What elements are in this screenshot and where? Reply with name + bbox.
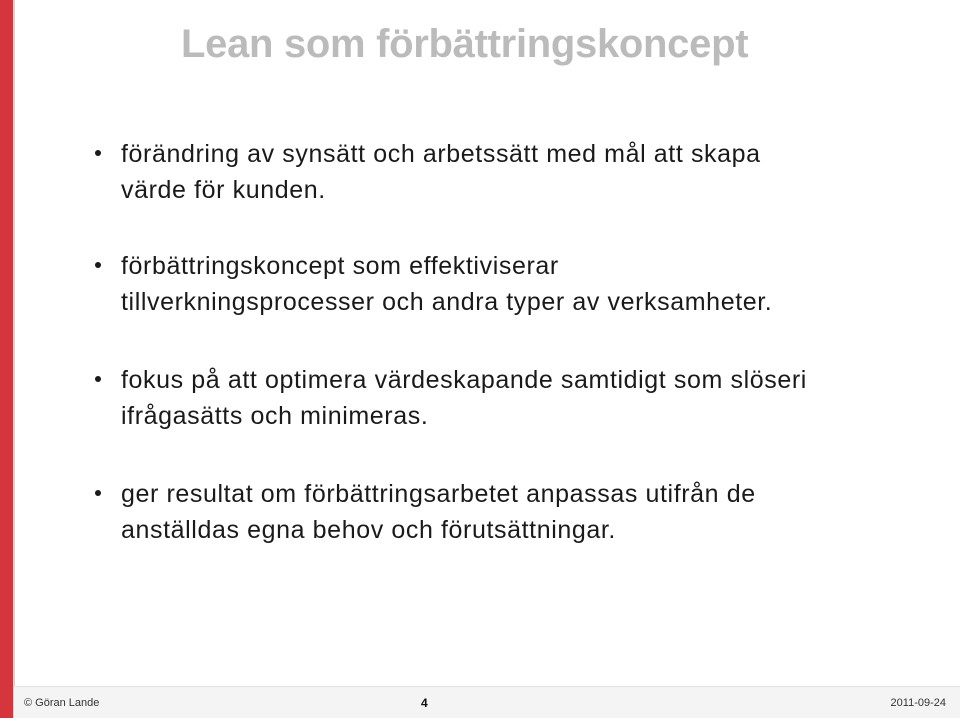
left-accent-bar bbox=[0, 0, 13, 718]
bullet-text bbox=[121, 248, 941, 320]
bullet-line: tillverkningsprocesser och andra typer av verksamheter. bbox=[121, 288, 773, 316]
bullet-line: ger resultat om förbättringsarbetet anpassas utifrån de bbox=[121, 480, 756, 508]
bullet-icon bbox=[95, 150, 101, 156]
bullet-line: fokus på att optimera värdeskapande samtidigt som slöseri bbox=[121, 366, 807, 394]
slide-footer bbox=[14, 686, 960, 718]
bullet-line: förändring av synsätt och arbetssätt med mål att skapa bbox=[121, 140, 761, 168]
bullet-line: ifrågasätts och minimeras. bbox=[121, 402, 429, 430]
bullet-line: värde för kunden. bbox=[121, 176, 326, 204]
left-accent-highlight bbox=[13, 0, 15, 718]
bullet-text bbox=[121, 136, 941, 208]
footer-date: 2011-09-24 bbox=[890, 697, 946, 709]
bullet-icon bbox=[95, 376, 101, 382]
bullet-line: anställdas egna behov och förutsättningar. bbox=[121, 516, 616, 544]
bullet-line: förbättringskoncept som effektiviserar bbox=[121, 252, 559, 280]
slide-title: Lean som förbättringskoncept bbox=[181, 22, 749, 66]
bullet-text bbox=[121, 476, 941, 548]
footer-page-number: 4 bbox=[421, 696, 428, 710]
bullet-icon bbox=[95, 262, 101, 268]
bullet-icon bbox=[95, 490, 101, 496]
footer-author: © Göran Lande bbox=[24, 697, 100, 709]
bullet-text bbox=[121, 362, 941, 434]
